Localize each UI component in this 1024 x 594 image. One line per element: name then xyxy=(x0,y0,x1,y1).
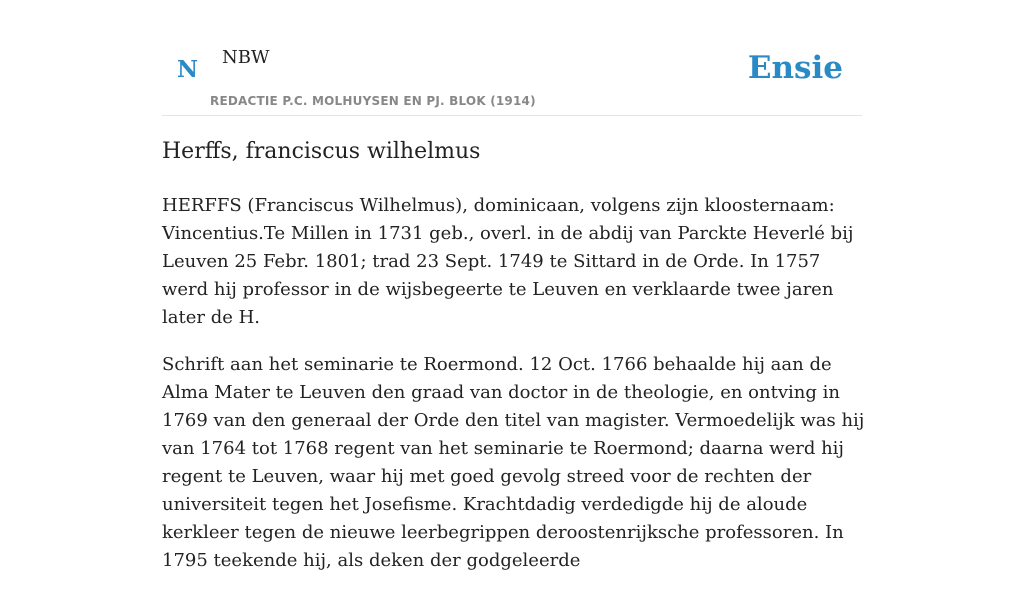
source-header xyxy=(162,30,862,116)
brand-logo-link[interactable]: Ensie xyxy=(747,50,843,86)
article-paragraph: Schrift aan het seminarie te Roermond. 12 Oct. 1766 behaalde hij aan de Alma Mater te Leuven den graad van doctor in de theologie, en ontving in 1769 van den generaal der Orde den titel van magister. Vermoedelijk was hij van 1764 tot 1768 regent van het seminarie te Roermond; daarna werd hij regent te Leuven, waar hij met goed gevolg streed voor de rechten der universiteit tegen het Josefisme. Krachtdadig verdedigde hij de aloude kerkleer tegen de nieuwe leerbegrippen deroostenrijksche professoren. In 1795 teekende hij, als deken der godgeleerde xyxy=(162,354,865,571)
article-paragraph: HERFFS (Franciscus Wilhelmus), dominicaan, volgens zijn kloosternaam: Vincentius.Te Millen in 1731 geb., overl. in de abdij van Parckte Heverlé bij Leuven 25 Febr. 1801; trad 23 Sept. 1749 te Sittard in de Orde. In 1757 werd hij professor in de wijsbegeerte te Leuven en verklaarde twee jaren later de H. xyxy=(162,195,854,328)
source-name[interactable]: NBW xyxy=(222,47,270,68)
article-body xyxy=(162,192,866,594)
source-logo: N xyxy=(177,56,199,83)
source-subtitle: REDACTIE P.C. MOLHUYSEN EN PJ. BLOK (1914) xyxy=(210,94,536,108)
page-title: Herffs, franciscus wilhelmus xyxy=(162,139,481,164)
